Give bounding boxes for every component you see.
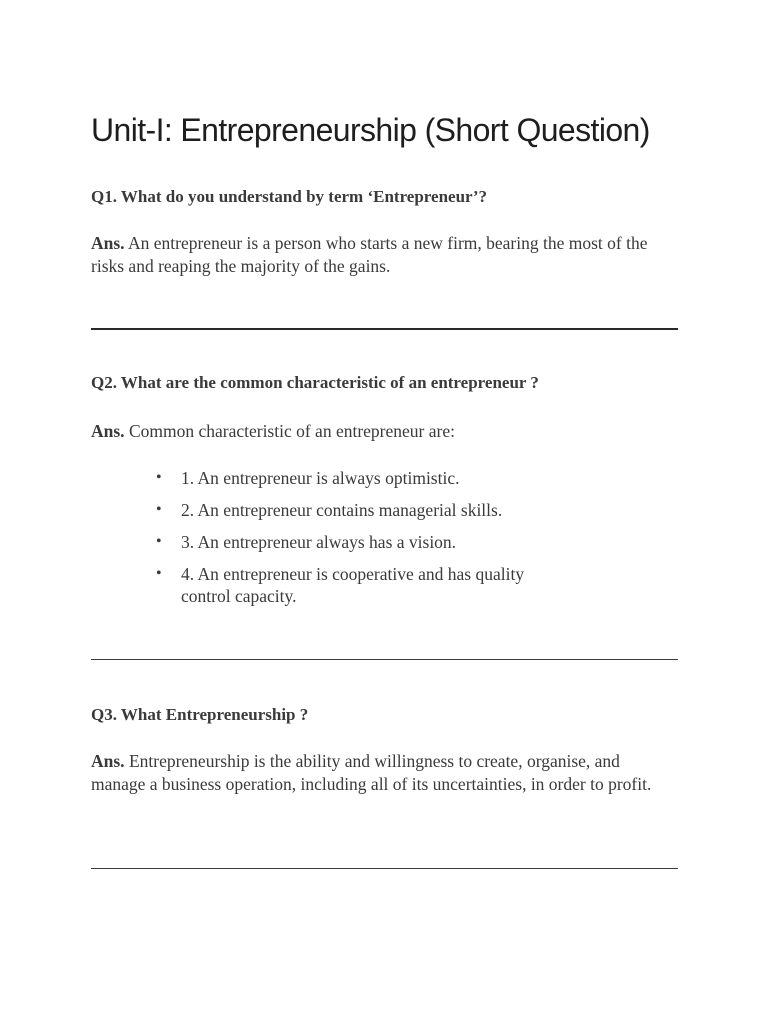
section-divider-3 [91, 868, 678, 869]
answer-1-text: An entrepreneur is a person who starts a new firm, bearing the most of the risks and reaping the majority of the gains. [91, 233, 648, 276]
section-divider-1 [91, 328, 678, 330]
list-item-text: 3. An entrepreneur always has a vision. [181, 532, 457, 552]
question-3: Q3. What Entrepreneurship ? [91, 705, 309, 724]
bullet-icon: • [156, 565, 162, 582]
section-divider-2 [91, 659, 678, 660]
answer-1-label: Ans. [91, 233, 125, 253]
answer-1 [91, 232, 678, 277]
answer-3 [91, 750, 678, 795]
page-title: Unit-I: Entrepreneurship (Short Question) [91, 112, 650, 148]
question-2: Q2. What are the common characteristic of an entrepreneur ? [91, 373, 539, 392]
list-item-text: 2. An entrepreneur contains managerial skills. [181, 500, 503, 520]
bullet-icon: • [156, 501, 162, 518]
answer-2 [91, 420, 678, 443]
answer-3-text: Entrepreneurship is the ability and willingness to create, organise, and manage a business operation, including all of its uncertainties, in order to profit. [91, 751, 652, 794]
bullet-icon: • [156, 469, 162, 486]
bullet-icon: • [156, 533, 162, 550]
answer-2-label: Ans. [91, 421, 125, 441]
answer-3-label: Ans. [91, 751, 125, 771]
question-1: Q1. What do you understand by term ‘Entrepreneur’? [91, 187, 488, 206]
list-item-text: 4. An entrepreneur is cooperative and has quality control capacity. [181, 564, 525, 606]
answer-2-text: Common characteristic of an entrepreneur are: [128, 421, 455, 441]
list-item-text: 1. An entrepreneur is always optimistic. [181, 468, 460, 488]
